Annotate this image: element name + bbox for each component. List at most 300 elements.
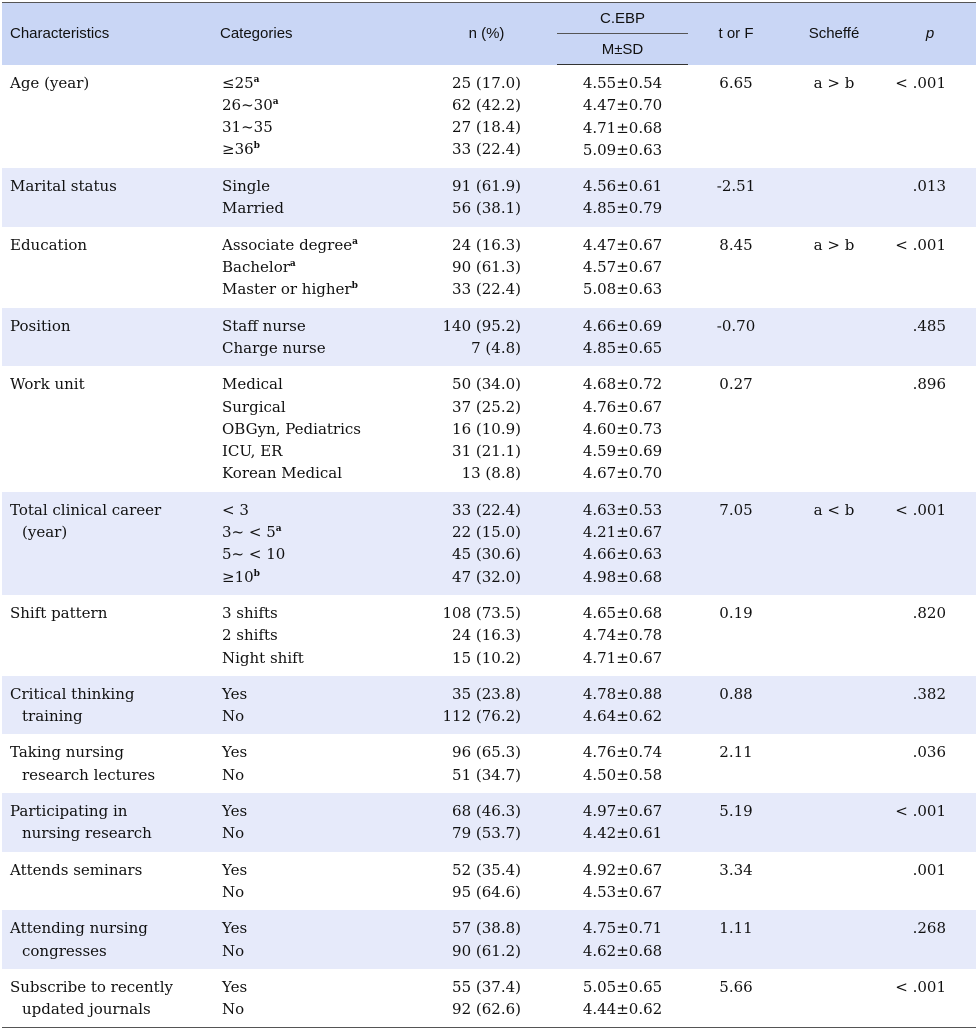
characteristic-label <box>10 521 212 543</box>
m-sd-value <box>557 278 688 300</box>
p-value-text: .001 <box>912 860 946 879</box>
category-label <box>222 440 416 462</box>
m-sd-value-text: 4.44±0.62 <box>582 1000 663 1019</box>
scheffe-value-text: a < b <box>813 500 855 519</box>
scheffe-value <box>784 741 884 763</box>
characteristic-label <box>10 940 212 962</box>
characteristic-label-text: research lectures <box>22 765 156 784</box>
p-value-text: .268 <box>912 919 946 938</box>
n-percent-value-text: 24 (16.3) <box>452 235 521 254</box>
category-label <box>222 917 416 939</box>
header-t-or-f: t or F <box>688 3 784 65</box>
t-or-f-cell <box>688 227 784 308</box>
category-label-text: Charge nurse <box>222 338 326 357</box>
n-percent-value-text: 33 (22.4) <box>452 500 521 519</box>
scheffe-cell <box>784 168 884 227</box>
p-value-cell <box>884 227 976 308</box>
n-percent-value <box>416 822 521 844</box>
n-percent-value <box>416 418 521 440</box>
table-row <box>2 492 976 595</box>
m-sd-value <box>557 543 688 565</box>
n-percent-value-text: 57 (38.8) <box>452 919 521 938</box>
m-sd-value <box>557 859 688 881</box>
p-value-cell <box>884 492 976 595</box>
t-or-f-value <box>688 976 784 998</box>
scheffe-value <box>784 976 884 998</box>
n-percent-value <box>416 543 521 565</box>
n-percent-value-text: 51 (34.7) <box>452 765 521 784</box>
n-percent-value <box>416 116 521 138</box>
category-cell <box>212 65 416 169</box>
m-sd-value-text: 4.98±0.68 <box>582 567 663 586</box>
p-value <box>884 976 946 998</box>
characteristic-label <box>10 683 212 705</box>
n-percent-value <box>416 917 521 939</box>
table-row <box>2 308 976 367</box>
m-sd-value <box>557 624 688 646</box>
category-label-text: Surgical <box>222 397 286 416</box>
characteristic-label <box>10 175 212 197</box>
t-or-f-value <box>688 859 784 881</box>
p-value-text: .820 <box>912 603 946 622</box>
m-sd-value <box>557 881 688 903</box>
category-label-text: Korean Medical <box>222 464 343 483</box>
t-or-f-value-text: 1.11 <box>719 919 753 938</box>
category-label <box>222 138 416 160</box>
t-or-f-cell <box>688 969 784 1028</box>
category-label-text: Yes <box>222 802 248 821</box>
characteristic-label-text: Education <box>10 235 88 254</box>
n-percent-cell <box>416 168 557 227</box>
table-row <box>2 595 976 676</box>
table-row <box>2 227 976 308</box>
category-label-text: Yes <box>222 919 248 938</box>
n-percent-cell <box>416 793 557 852</box>
p-value <box>884 234 946 256</box>
category-label <box>222 940 416 962</box>
p-value-cell <box>884 595 976 676</box>
p-value-text: .382 <box>912 684 946 703</box>
m-sd-value <box>557 337 688 359</box>
p-value <box>884 741 946 763</box>
scheffe-value <box>784 72 884 94</box>
characteristic-label-text: Subscribe to recently <box>10 977 173 996</box>
characteristic-cell <box>2 595 212 676</box>
header-m-sd: M±SD <box>557 34 688 65</box>
category-label <box>222 418 416 440</box>
category-cell <box>212 852 416 911</box>
category-label-text: No <box>222 882 245 901</box>
category-cell <box>212 969 416 1028</box>
n-percent-value <box>416 940 521 962</box>
n-percent-value-text: 55 (37.4) <box>452 977 521 996</box>
p-value-cell <box>884 734 976 793</box>
characteristic-label-text: nursing research <box>22 824 152 843</box>
m-sd-value-text: 4.67±0.70 <box>582 464 663 483</box>
scheffe-cell <box>784 65 884 169</box>
category-label <box>222 998 416 1020</box>
t-or-f-cell <box>688 168 784 227</box>
n-percent-value-text: 91 (61.9) <box>452 177 521 196</box>
characteristic-label-text: training <box>22 707 83 726</box>
t-or-f-cell <box>688 852 784 911</box>
p-value <box>884 499 946 521</box>
t-or-f-cell <box>688 793 784 852</box>
characteristic-label-text: Age (year) <box>10 73 90 92</box>
p-value-text: < .001 <box>895 977 946 996</box>
p-value-cell <box>884 168 976 227</box>
m-sd-value-text: 4.57±0.67 <box>582 258 663 277</box>
p-value <box>884 683 946 705</box>
scheffe-cell <box>784 492 884 595</box>
t-or-f-value <box>688 800 784 822</box>
t-or-f-value <box>688 741 784 763</box>
p-value-cell <box>884 65 976 169</box>
category-label-text: 31~35 <box>222 118 273 137</box>
category-label <box>222 462 416 484</box>
t-or-f-value <box>688 683 784 705</box>
characteristic-label-text: (year) <box>22 523 68 542</box>
m-sd-value-text: 4.60±0.73 <box>582 419 663 438</box>
m-sd-value <box>557 741 688 763</box>
m-sd-value-text: 4.76±0.74 <box>582 743 663 762</box>
category-label <box>222 859 416 881</box>
n-percent-value <box>416 566 521 588</box>
p-value-text: .036 <box>912 743 946 762</box>
m-sd-value <box>557 764 688 786</box>
characteristic-label-text: Position <box>10 316 71 335</box>
n-percent-value-text: 35 (23.8) <box>452 684 521 703</box>
m-sd-value-text: 4.92±0.67 <box>582 860 663 879</box>
characteristic-cell <box>2 676 212 735</box>
m-sd-cell <box>557 366 688 491</box>
n-percent-value <box>416 705 521 727</box>
m-sd-cell <box>557 910 688 969</box>
m-sd-cell <box>557 969 688 1028</box>
n-percent-value <box>416 521 521 543</box>
m-sd-value-text: 4.75±0.71 <box>582 919 663 938</box>
category-label-text: 3~ < 5 <box>222 523 276 542</box>
characteristic-label <box>10 705 212 727</box>
n-percent-value <box>416 94 521 116</box>
characteristic-cell <box>2 168 212 227</box>
header-n-percent: n (%) <box>416 3 557 65</box>
category-label-text: 5~ < 10 <box>222 545 286 564</box>
characteristic-label <box>10 822 212 844</box>
t-or-f-value-text: 8.45 <box>719 235 753 254</box>
m-sd-value-text: 4.47±0.67 <box>582 235 663 254</box>
n-percent-value <box>416 337 521 359</box>
p-value <box>884 602 946 624</box>
p-value-text: < .001 <box>895 500 946 519</box>
n-percent-value <box>416 624 521 646</box>
category-label <box>222 396 416 418</box>
category-label <box>222 256 416 278</box>
table-body <box>2 65 976 1028</box>
category-cell <box>212 910 416 969</box>
m-sd-value-text: 4.85±0.79 <box>582 199 663 218</box>
n-percent-value <box>416 440 521 462</box>
category-label-text: Medical <box>222 375 283 394</box>
t-or-f-value-text: 0.19 <box>719 603 753 622</box>
m-sd-value <box>557 705 688 727</box>
scheffe-value <box>784 234 884 256</box>
n-percent-value-text: 56 (38.1) <box>452 199 521 218</box>
t-or-f-cell <box>688 308 784 367</box>
category-label-text: Night shift <box>222 648 304 667</box>
category-label-text: No <box>222 765 245 784</box>
t-or-f-value-text: 2.11 <box>719 743 753 762</box>
m-sd-value-text: 5.08±0.63 <box>582 280 663 299</box>
characteristic-label-text: Total clinical career <box>10 500 162 519</box>
category-label <box>222 278 416 300</box>
t-or-f-value <box>688 234 784 256</box>
n-percent-value <box>416 234 521 256</box>
t-or-f-value <box>688 373 784 395</box>
category-label-text: Yes <box>222 684 248 703</box>
n-percent-value-text: 13 (8.8) <box>461 464 521 483</box>
category-label <box>222 602 416 624</box>
n-percent-value-text: 96 (65.3) <box>452 743 521 762</box>
category-label <box>222 94 416 116</box>
m-sd-value <box>557 683 688 705</box>
n-percent-value-text: 68 (46.3) <box>452 802 521 821</box>
table-row <box>2 852 976 911</box>
n-percent-value <box>416 499 521 521</box>
scheffe-cell <box>784 910 884 969</box>
m-sd-cell <box>557 168 688 227</box>
n-percent-cell <box>416 910 557 969</box>
m-sd-value <box>557 602 688 624</box>
n-percent-value <box>416 373 521 395</box>
m-sd-cell <box>557 492 688 595</box>
m-sd-value-text: 4.47±0.70 <box>582 96 663 115</box>
p-value-cell <box>884 969 976 1028</box>
category-label <box>222 521 416 543</box>
m-sd-value-text: 4.21±0.67 <box>582 523 663 542</box>
p-value-cell <box>884 852 976 911</box>
n-percent-value-text: 90 (61.2) <box>452 941 521 960</box>
n-percent-cell <box>416 734 557 793</box>
category-label-text: No <box>222 1000 245 1019</box>
characteristic-cell <box>2 492 212 595</box>
t-or-f-value-text: -0.70 <box>716 316 756 335</box>
n-percent-value <box>416 175 521 197</box>
n-percent-value-text: 92 (62.6) <box>452 1000 521 1019</box>
t-or-f-value-text: 6.65 <box>719 73 753 92</box>
n-percent-value-text: 90 (61.3) <box>452 258 521 277</box>
characteristic-label <box>10 234 212 256</box>
m-sd-value <box>557 175 688 197</box>
m-sd-value-text: 4.78±0.88 <box>582 684 663 703</box>
scheffe-value <box>784 602 884 624</box>
m-sd-value-text: 4.76±0.67 <box>582 397 663 416</box>
category-cell <box>212 793 416 852</box>
category-label <box>222 741 416 763</box>
table-row <box>2 366 976 491</box>
category-label-text: Yes <box>222 860 248 879</box>
category-cell <box>212 595 416 676</box>
m-sd-value <box>557 800 688 822</box>
m-sd-value <box>557 917 688 939</box>
n-percent-value-text: 22 (15.0) <box>452 523 521 542</box>
n-percent-value-text: 37 (25.2) <box>452 397 521 416</box>
category-label <box>222 72 416 94</box>
m-sd-value-text: 4.66±0.69 <box>582 316 663 335</box>
m-sd-value-text: 4.71±0.67 <box>582 648 663 667</box>
m-sd-value-text: 4.42±0.61 <box>582 824 663 843</box>
n-percent-value-text: 95 (64.6) <box>452 882 521 901</box>
category-label-text: < 3 <box>222 500 249 519</box>
category-label-text: ≥10 <box>222 567 254 586</box>
category-label <box>222 647 416 669</box>
category-cell <box>212 168 416 227</box>
n-percent-value-text: 50 (34.0) <box>452 375 521 394</box>
characteristic-cell <box>2 308 212 367</box>
m-sd-value <box>557 117 688 139</box>
n-percent-value <box>416 881 521 903</box>
characteristic-label <box>10 998 212 1020</box>
n-percent-value-text: 31 (21.1) <box>452 442 521 461</box>
category-label-text: Yes <box>222 977 248 996</box>
category-label <box>222 881 416 903</box>
n-percent-value <box>416 396 521 418</box>
group-superscript: a <box>253 74 260 85</box>
m-sd-value-text: 4.63±0.53 <box>582 500 663 519</box>
n-percent-value <box>416 764 521 786</box>
n-percent-value-text: 79 (53.7) <box>452 824 521 843</box>
t-or-f-value-text: 7.05 <box>719 500 753 519</box>
n-percent-value <box>416 602 521 624</box>
t-or-f-cell <box>688 595 784 676</box>
scheffe-value <box>784 499 884 521</box>
m-sd-cell <box>557 734 688 793</box>
m-sd-cell <box>557 308 688 367</box>
t-or-f-cell <box>688 676 784 735</box>
scheffe-cell <box>784 793 884 852</box>
p-value-text: < .001 <box>895 73 946 92</box>
n-percent-value <box>416 278 521 300</box>
characteristic-label <box>10 315 212 337</box>
m-sd-value <box>557 940 688 962</box>
t-or-f-cell <box>688 910 784 969</box>
t-or-f-value <box>688 315 784 337</box>
m-sd-value <box>557 197 688 219</box>
table-row <box>2 65 976 169</box>
t-or-f-cell <box>688 366 784 491</box>
m-sd-value <box>557 315 688 337</box>
n-percent-value-text: 15 (10.2) <box>452 648 521 667</box>
category-label-text: Master or higher <box>222 280 352 299</box>
m-sd-value <box>557 256 688 278</box>
t-or-f-value <box>688 175 784 197</box>
characteristic-label <box>10 373 212 395</box>
t-or-f-value-text: -2.51 <box>716 177 756 196</box>
category-cell <box>212 676 416 735</box>
m-sd-value <box>557 234 688 256</box>
m-sd-cell <box>557 595 688 676</box>
m-sd-value-text: 4.55±0.54 <box>582 74 663 92</box>
n-percent-value <box>416 800 521 822</box>
category-cell <box>212 227 416 308</box>
n-percent-value-text: 16 (10.9) <box>452 419 521 438</box>
m-sd-value <box>557 396 688 418</box>
characteristic-cell <box>2 65 212 169</box>
scheffe-cell <box>784 676 884 735</box>
m-sd-value <box>557 822 688 844</box>
p-value-text: < .001 <box>895 802 946 821</box>
category-label <box>222 337 416 359</box>
group-superscript: b <box>351 281 358 292</box>
category-label-text: 2 shifts <box>222 626 278 645</box>
scheffe-cell <box>784 969 884 1028</box>
p-value <box>884 373 946 395</box>
characteristic-label-text: Work unit <box>10 375 85 394</box>
m-sd-cell <box>557 852 688 911</box>
characteristics-table <box>2 2 976 1028</box>
n-percent-cell <box>416 227 557 308</box>
m-sd-value-text: 4.62±0.68 <box>582 941 663 960</box>
characteristic-label <box>10 764 212 786</box>
group-superscript: a <box>289 259 296 270</box>
characteristic-label-text: Attends seminars <box>10 860 143 879</box>
m-sd-value-text: 5.05±0.65 <box>582 977 663 996</box>
characteristic-cell <box>2 969 212 1028</box>
n-percent-value <box>416 72 521 94</box>
m-sd-value <box>557 499 688 521</box>
m-sd-cell <box>557 227 688 308</box>
m-sd-value <box>557 566 688 588</box>
m-sd-value <box>557 418 688 440</box>
table-header <box>2 3 976 65</box>
scheffe-value <box>784 683 884 705</box>
m-sd-value-text: 4.66±0.63 <box>582 545 663 564</box>
scheffe-cell <box>784 308 884 367</box>
category-label-text: Bachelor <box>222 258 290 277</box>
category-label <box>222 566 416 588</box>
m-sd-value-text: 5.09±0.63 <box>582 140 663 159</box>
category-label <box>222 764 416 786</box>
m-sd-value <box>557 373 688 395</box>
scheffe-value <box>784 917 884 939</box>
characteristic-cell <box>2 366 212 491</box>
m-sd-value <box>557 94 688 116</box>
group-superscript: a <box>352 236 358 247</box>
n-percent-value <box>416 138 521 160</box>
m-sd-value <box>557 998 688 1020</box>
group-superscript: a <box>272 96 279 107</box>
n-percent-value-text: 62 (42.2) <box>452 95 521 114</box>
characteristic-label-text: congresses <box>22 941 107 960</box>
n-percent-value-text: 112 (76.2) <box>442 707 521 726</box>
characteristic-cell <box>2 734 212 793</box>
n-percent-value-text: 33 (22.4) <box>452 280 521 299</box>
t-or-f-value <box>688 72 784 94</box>
m-sd-value-text: 4.64±0.62 <box>582 707 663 726</box>
category-label-text: Yes <box>222 743 248 762</box>
characteristic-label <box>10 859 212 881</box>
n-percent-value-text: 27 (18.4) <box>452 118 521 137</box>
m-sd-cell <box>557 65 688 169</box>
category-label-text: Associate degree <box>222 235 353 254</box>
t-or-f-value <box>688 499 784 521</box>
p-value <box>884 859 946 881</box>
characteristic-label <box>10 917 212 939</box>
category-label-text: Single <box>222 177 271 196</box>
scheffe-cell <box>784 366 884 491</box>
category-label <box>222 373 416 395</box>
t-or-f-value-text: 0.27 <box>719 375 753 394</box>
